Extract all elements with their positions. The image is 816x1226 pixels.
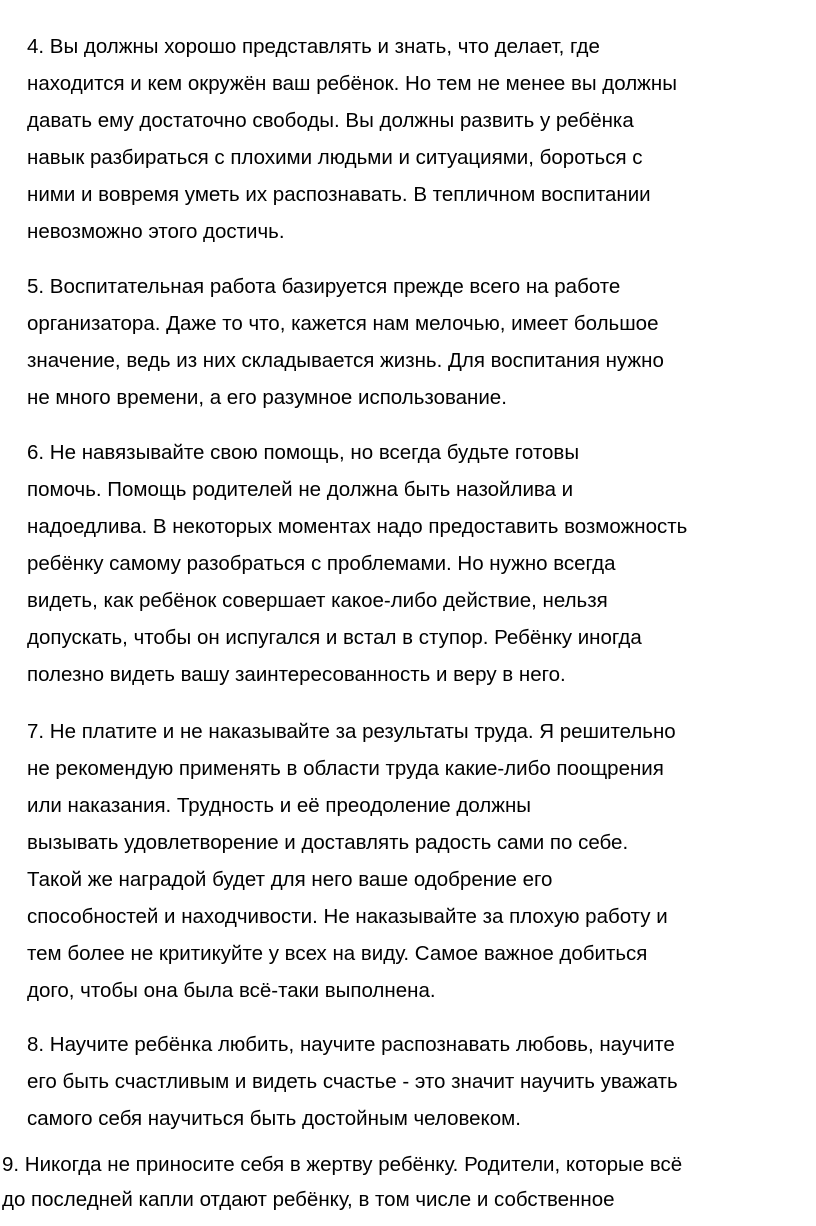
- paragraph-7: 7. Не платите и не наказывайте за результаты труда. Я решительно не рекомендую применять в области труда какие-либо поощрения или наказания. Трудность и её преодоление должны вызывать удовлетворение и доставлять радость сами по себе. Такой же наградой будет для него ваше одобрение его способностей и находчивости. Не наказывайте за плохую работу и тем более не критикуйте у всех на виду. Самое важное добиться дого, чтобы она была всё-таки выполнена.: [27, 720, 676, 1002]
- paragraph-5: 5. Воспитательная работа базируется прежде всего на работе организатора. Даже то что, кажется нам мелочью, имеет большое значение, ведь из них складывается жизнь. Для воспитания нужно не много времени, а его разумное использование.: [27, 275, 664, 409]
- paragraph-4: 4. Вы должны хорошо представлять и знать, что делает, где находится и кем окружён ваш ребёнок. Но тем не менее вы должны давать ему достаточно свободы. Вы должны развить у ребёнка навык разбираться с плохими людьми и ситуациями, бороться с ними и вовремя уметь их распознавать. В тепличном воспитании невозможно этого достичь.: [27, 35, 677, 243]
- paragraph-8: 8. Научите ребёнка любить, научите распознавать любовь, научите его быть счастливым и видеть счастье - это значит научить уважать самого себя научиться быть достойным человеком.: [27, 1033, 678, 1130]
- paragraph-9: 9. Никогда не приносите себя в жертву ребёнку. Родители, которые всё до последней капли отдают ребёнку, в том числе и собственное: [2, 1153, 683, 1211]
- paragraph-6: 6. Не навязывайте свою помощь, но всегда будьте готовы помочь. Помощь родителей не должна быть назойлива и надоедлива. В некоторых моментах надо предоставить возможность ребёнку самому разобраться с проблемами. Но нужно всегда видеть, как ребёнок совершает какое-либо действие, нельзя допускать, чтобы он испугался и встал в ступор. Ребёнку иногда полезно видеть вашу заинтересованность и веру в него.: [27, 441, 688, 686]
